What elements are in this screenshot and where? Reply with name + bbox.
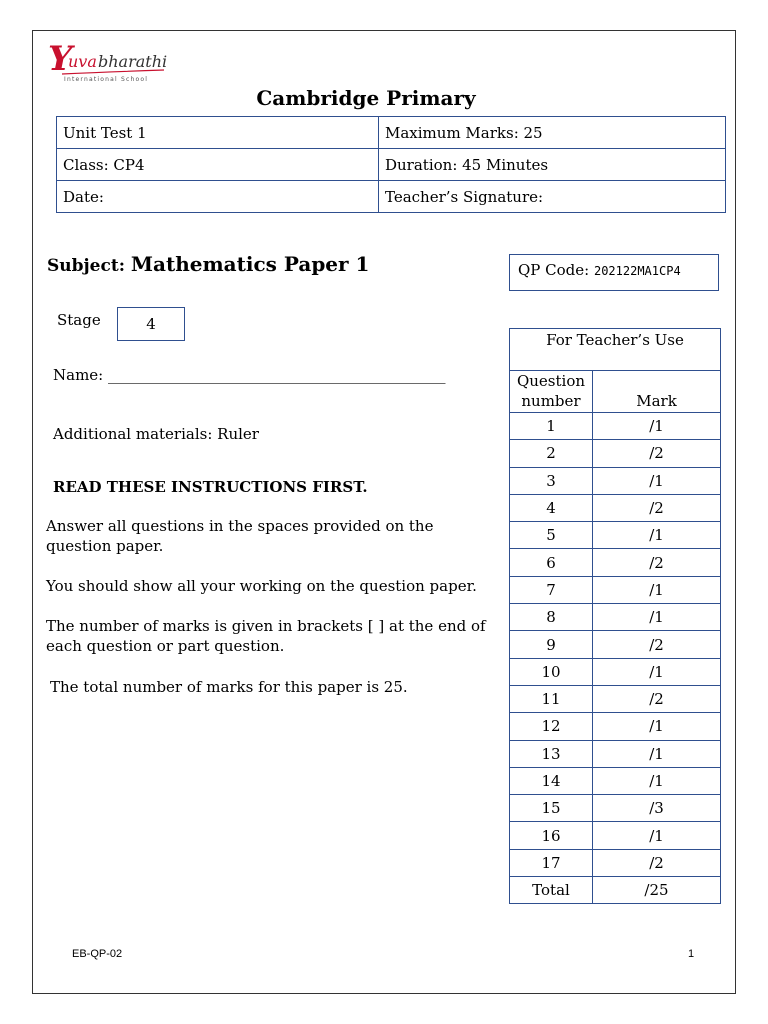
teacher-table-title: For Teacher’s Use <box>510 329 721 371</box>
question-mark: /1 <box>593 767 721 794</box>
name-field[interactable]: Name: _____________________________________________ <box>53 366 446 384</box>
question-number: 11 <box>510 685 593 712</box>
qp-code-box <box>509 254 719 291</box>
question-number: 14 <box>510 767 593 794</box>
footer-code: EB-QP-02 <box>72 948 123 960</box>
mark-row <box>510 849 721 876</box>
question-mark: /1 <box>593 604 721 631</box>
question-number: 3 <box>510 467 593 494</box>
stage-value-box: 4 <box>117 307 185 341</box>
subject-line <box>47 252 369 276</box>
question-number: 7 <box>510 576 593 603</box>
svg-text:International School: International School <box>64 76 149 83</box>
instruction-4: The total number of marks for this paper is 25. <box>50 678 408 696</box>
duration-cell: Duration: 45 Minutes <box>379 149 726 181</box>
mark-row <box>510 522 721 549</box>
question-mark: /1 <box>593 413 721 440</box>
instruction-2: You should show all your working on the question paper. <box>46 577 477 595</box>
svg-text:uva: uva <box>68 52 97 71</box>
instructions-heading: READ THESE INSTRUCTIONS FIRST. <box>53 478 368 496</box>
question-number: 17 <box>510 849 593 876</box>
svg-text:bharathi: bharathi <box>98 52 168 71</box>
total-label: Total <box>510 877 593 904</box>
question-mark: /2 <box>593 549 721 576</box>
mark-row <box>510 795 721 822</box>
mark-row <box>510 494 721 521</box>
question-number: 13 <box>510 740 593 767</box>
class-cell: Class: CP4 <box>57 149 379 181</box>
additional-materials: Additional materials: Ruler <box>53 425 259 443</box>
question-mark: /1 <box>593 713 721 740</box>
max-marks-cell: Maximum Marks: 25 <box>379 117 726 149</box>
question-mark: /2 <box>593 685 721 712</box>
question-number-header: Question number <box>510 371 593 413</box>
mark-row <box>510 822 721 849</box>
question-mark: /1 <box>593 467 721 494</box>
signature-cell: Teacher’s Signature: <box>379 181 726 213</box>
stage-label: Stage <box>57 311 101 329</box>
mark-row <box>510 631 721 658</box>
question-number: 2 <box>510 440 593 467</box>
question-mark: /1 <box>593 576 721 603</box>
qp-code-value: 202122MA1CP4 <box>593 264 681 278</box>
question-mark: /1 <box>593 822 721 849</box>
question-mark: /3 <box>593 795 721 822</box>
date-cell: Date: <box>57 181 379 213</box>
mark-row <box>510 740 721 767</box>
mark-row <box>510 713 721 740</box>
question-number: 16 <box>510 822 593 849</box>
question-number: 6 <box>510 549 593 576</box>
exam-info-table <box>56 116 726 213</box>
question-number: 5 <box>510 522 593 549</box>
mark-row <box>510 685 721 712</box>
question-number: 9 <box>510 631 593 658</box>
question-number: 15 <box>510 795 593 822</box>
question-mark: /1 <box>593 522 721 549</box>
svg-text:Y: Y <box>48 40 73 79</box>
document-title: Cambridge Primary <box>256 86 476 110</box>
instruction-1: Answer all questions in the spaces provided on the question paper. <box>46 517 434 555</box>
question-number: 12 <box>510 713 593 740</box>
total-mark: /25 <box>593 877 721 904</box>
question-number: 1 <box>510 413 593 440</box>
school-logo <box>46 40 176 84</box>
mark-row <box>510 467 721 494</box>
mark-row <box>510 413 721 440</box>
unit-test-cell: Unit Test 1 <box>57 117 379 149</box>
question-mark: /2 <box>593 631 721 658</box>
mark-row <box>510 767 721 794</box>
mark-row <box>510 549 721 576</box>
mark-row <box>510 440 721 467</box>
mark-header: Mark <box>593 371 721 413</box>
question-mark: /1 <box>593 658 721 685</box>
question-mark: /2 <box>593 849 721 876</box>
question-mark: /1 <box>593 740 721 767</box>
question-mark: /2 <box>593 494 721 521</box>
subject-name: Mathematics Paper 1 <box>130 252 370 276</box>
page-number: 1 <box>688 948 695 960</box>
instruction-3: The number of marks is given in brackets [ ] at the end of each question or part question. <box>46 617 486 655</box>
question-number: 4 <box>510 494 593 521</box>
teacher-use-table <box>509 328 721 904</box>
qp-code-label: QP Code: <box>518 261 590 279</box>
question-number: 10 <box>510 658 593 685</box>
question-number: 8 <box>510 604 593 631</box>
mark-row <box>510 658 721 685</box>
mark-rows <box>510 413 721 877</box>
mark-row <box>510 604 721 631</box>
question-mark: /2 <box>593 440 721 467</box>
mark-row <box>510 576 721 603</box>
subject-label: Subject: <box>47 256 125 276</box>
